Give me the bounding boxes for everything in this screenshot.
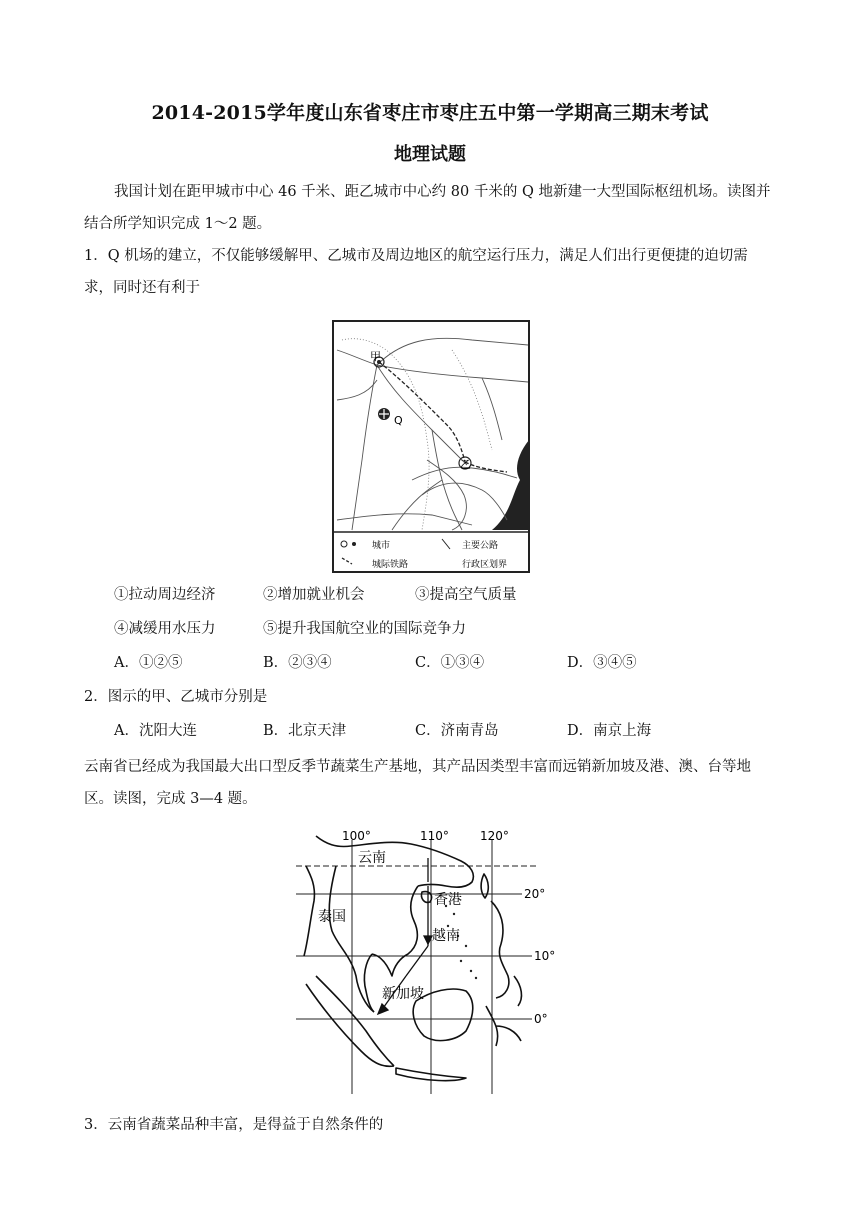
q2-choice-b: B．北京天津 (263, 723, 347, 739)
intro-2-line-2: 区。读图，完成 3—4 题。 (84, 791, 257, 807)
q2-choice-a: A．沈阳大连 (114, 723, 197, 739)
page-title: 2014-2015学年度山东省枣庄市枣庄五中第一学期高三期末考试 (151, 102, 709, 124)
option-1: ①拉动周边经济 (114, 587, 216, 603)
southeast-asia-map-figure (296, 826, 571, 1094)
option-4: ④减缓用水压力 (114, 621, 216, 637)
option-5: ⑤提升我国航空业的国际竞争力 (263, 621, 466, 637)
lat-10-label: 10° (534, 949, 556, 963)
lon-120-label: 120° (480, 829, 509, 843)
q1-choice-c: C．①③④ (415, 655, 485, 671)
q1-choice-d: D．③④⑤ (567, 655, 637, 671)
question-3-stem: 3．云南省蔬菜品种丰富，是得益于自然条件的 (84, 1117, 384, 1133)
airport-q-label: Q (394, 414, 403, 427)
q2-choice-c: C．济南青岛 (415, 723, 499, 739)
legend-border-label: 行政区划界 (462, 560, 508, 570)
lat-20-label: 20° (524, 887, 546, 901)
question-1-line-1: 1．Q 机场的建立，不仅能够缓解甲、乙城市及周边地区的航空运行压力，满足人们出行更便捷的迫切需 (84, 248, 748, 264)
lon-100-label: 100° (342, 829, 371, 843)
hongkong-label: 香港 (434, 892, 462, 908)
page-subtitle: 地理试题 (394, 144, 466, 165)
airport-map-figure (332, 320, 532, 575)
yunnan-label: 云南 (358, 850, 386, 866)
question-2-stem: 2．图示的甲、乙城市分别是 (84, 689, 268, 705)
lat-0-label: 0° (534, 1012, 548, 1026)
option-3: ③提高空气质量 (415, 587, 517, 603)
option-2: ②增加就业机会 (263, 587, 365, 603)
q2-choice-d: D．南京上海 (567, 723, 652, 739)
q1-choice-b: B．②③④ (263, 655, 332, 671)
lon-110-label: 110° (420, 829, 449, 843)
thailand-label: 泰国 (318, 909, 346, 925)
legend-rail-label: 城际铁路 (372, 560, 409, 570)
intro-1-line-1: 我国计划在距甲城市中心 46 千米、距乙城市中心约 80 千米的 Q 地新建一大型国际枢纽机场。读图并 (114, 184, 771, 200)
singapore-label: 新加坡 (382, 986, 424, 1002)
legend-city-label: 城市 (372, 541, 391, 551)
question-1-line-2: 求，同时还有利于 (84, 280, 200, 296)
legend-road-label: 主要公路 (462, 541, 499, 551)
q1-choice-a: A．①②⑤ (114, 655, 183, 671)
intro-1-line-2: 结合所学知识完成 1～2 题。 (84, 216, 272, 232)
vietnam-label: 越南 (432, 928, 460, 944)
city-jia-label: 甲 (370, 350, 381, 363)
city-yi-label: 乙 (460, 458, 471, 471)
intro-2-line-1: 云南省已经成为我国最大出口型反季节蔬菜生产基地，其产品因类型丰富而远销新加坡及港、澳、台等地 (84, 759, 751, 775)
